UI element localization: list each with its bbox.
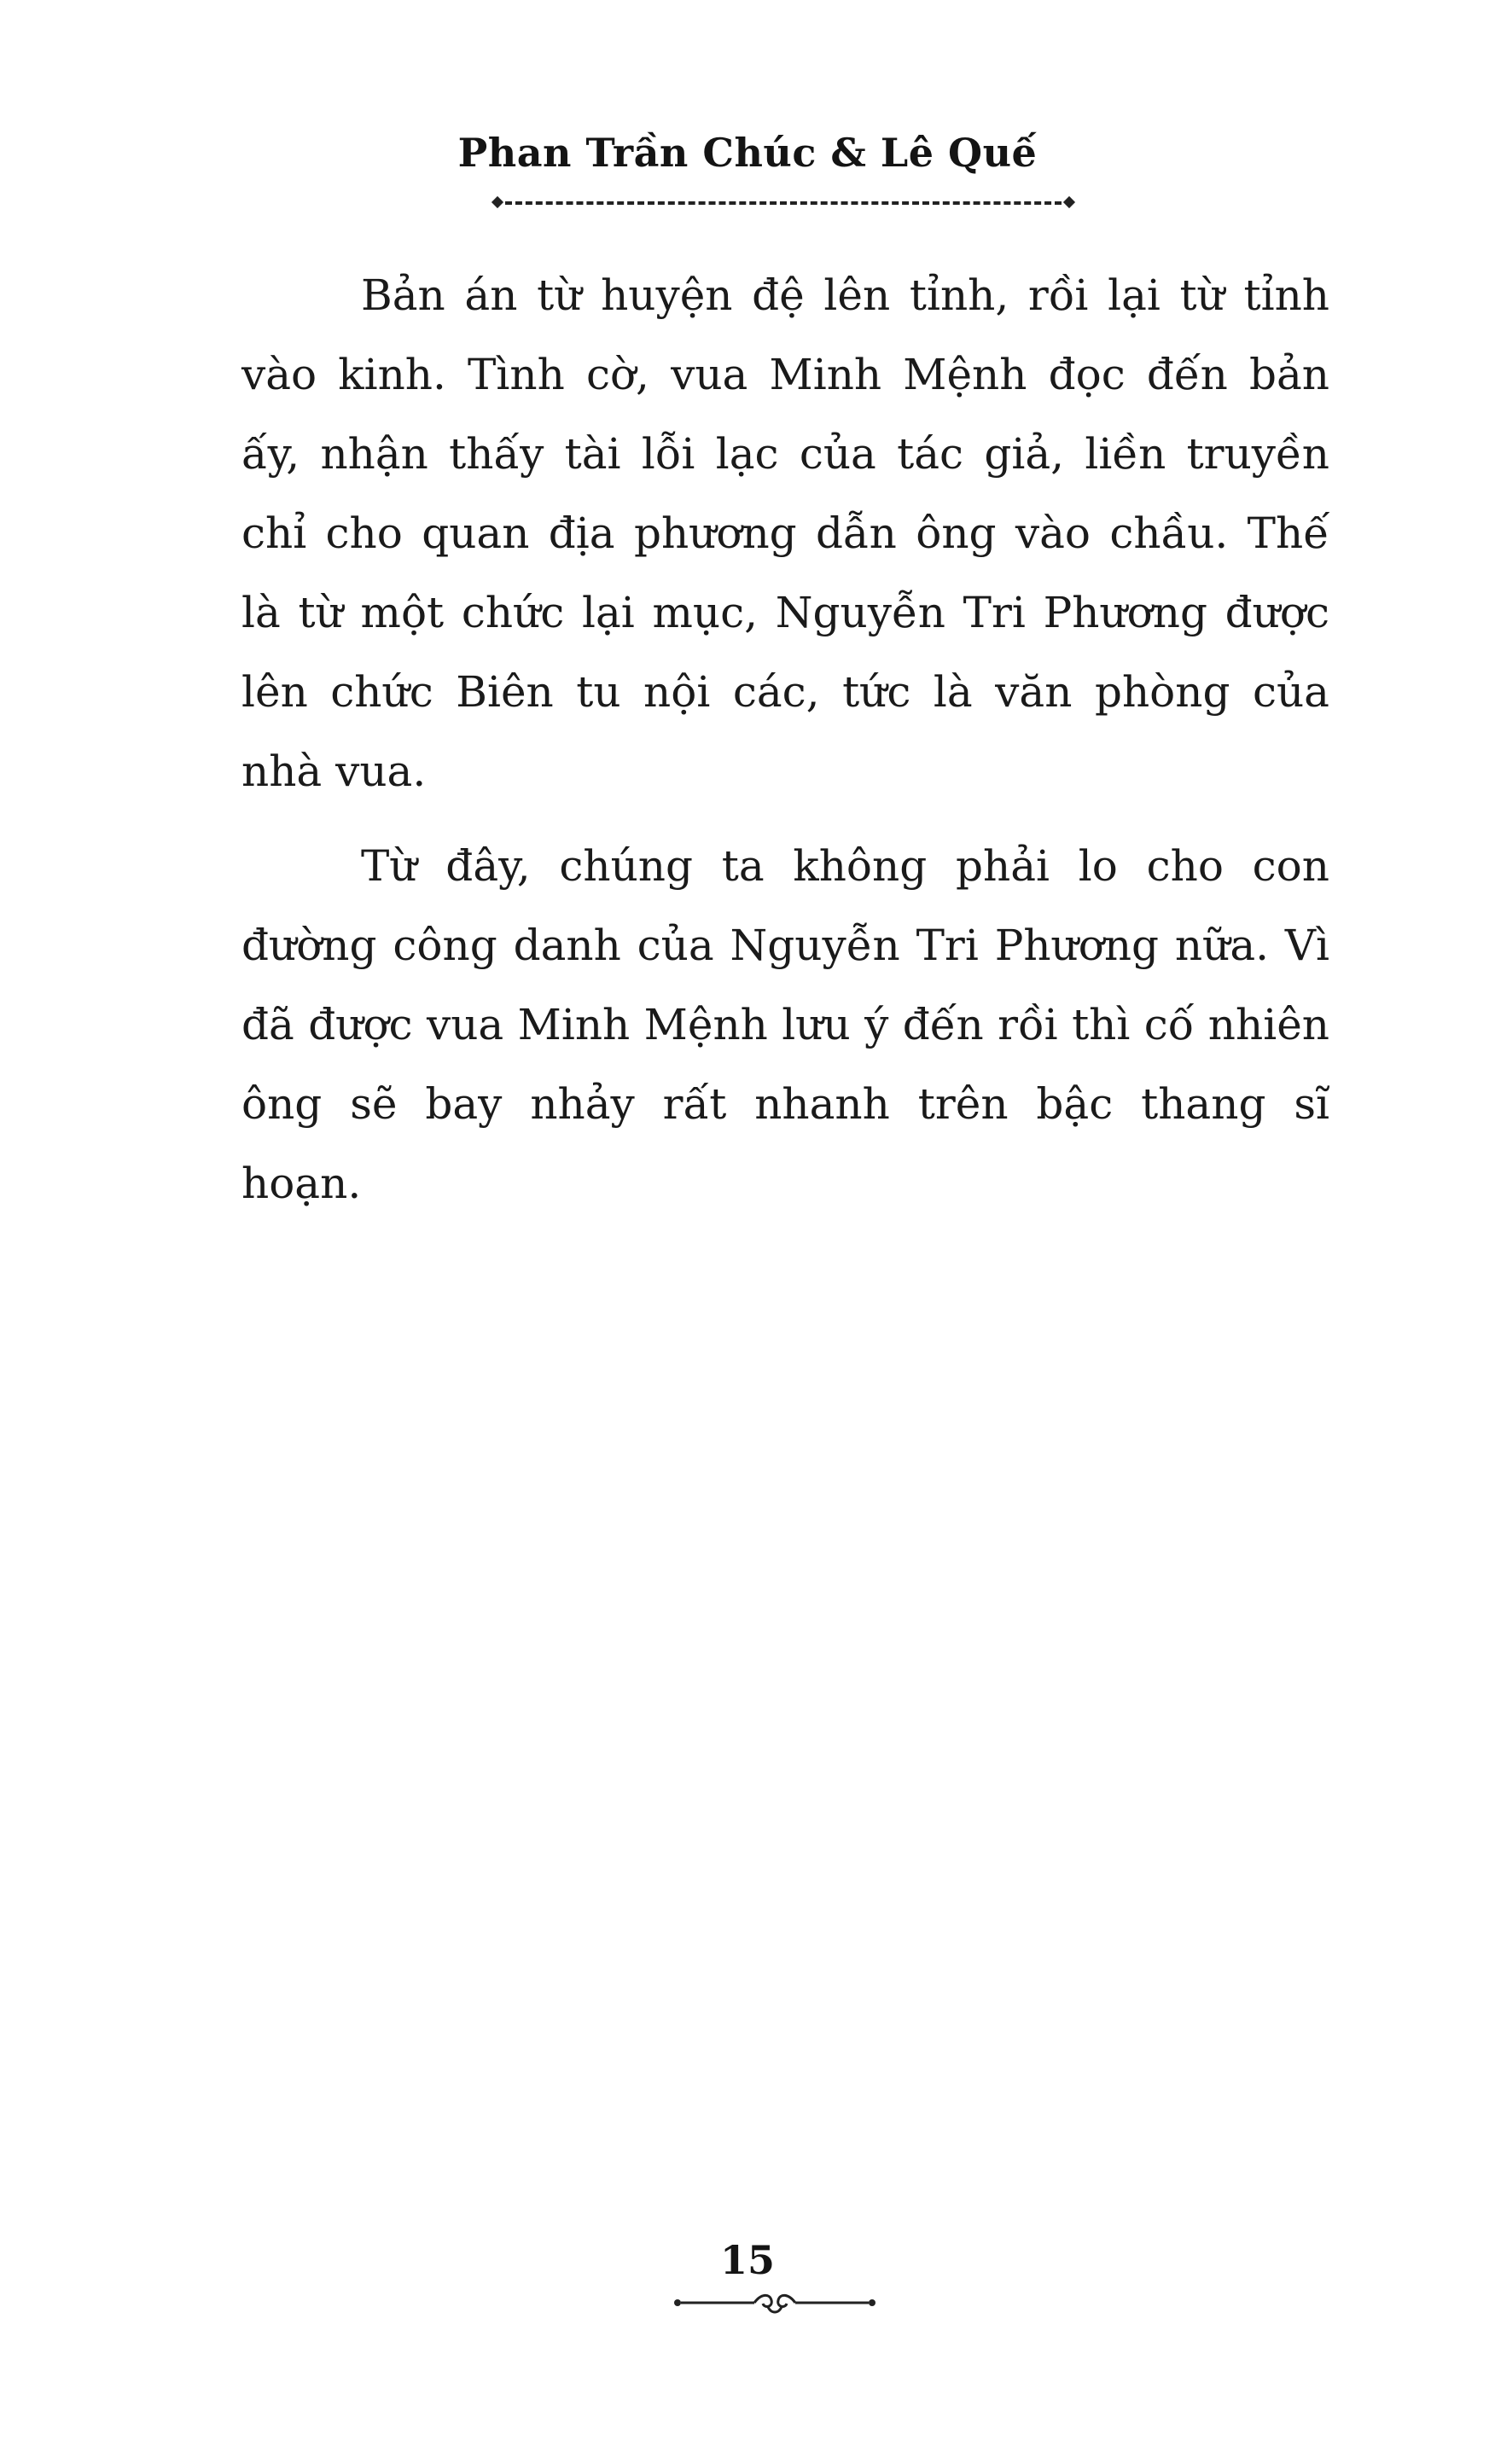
folio bbox=[0, 2237, 1495, 2283]
diamond-ornament-icon bbox=[1063, 196, 1075, 208]
running-title: Phan Trần Chúc & Lê Quế bbox=[457, 130, 1038, 176]
paragraph: Từ đây, chúng ta không phải lo cho con đường công danh của Nguyễn Tri Phương nữa. Vì đã được vua Minh Mệnh lưu ý đến rồi thì cố nhiên ông sẽ bay nhảy rất nhanh trên bậc thang sĩ hoạn. bbox=[241, 841, 1329, 1208]
body-text bbox=[241, 256, 1329, 1239]
page-number: 15 bbox=[719, 2237, 775, 2283]
dashed-rule bbox=[505, 201, 1062, 205]
header-divider bbox=[493, 198, 1073, 208]
diamond-ornament-icon bbox=[492, 196, 503, 208]
flourish-ornament-icon bbox=[672, 2290, 877, 2316]
running-header bbox=[0, 130, 1495, 176]
paragraph: Bản án từ huyện đệ lên tỉnh, rồi lại từ tỉnh vào kinh. Tình cờ, vua Minh Mệnh đọc đến bản ấy, nhận thấy tài lỗi lạc của tác giả, liền truyền chỉ cho quan địa phương dẫn ông vào chầu. Thế là từ một chức lại mục, Nguyễn Tri Phương được lên chức Biên tu nội các, tức là văn phòng của nhà vua. bbox=[241, 270, 1329, 796]
